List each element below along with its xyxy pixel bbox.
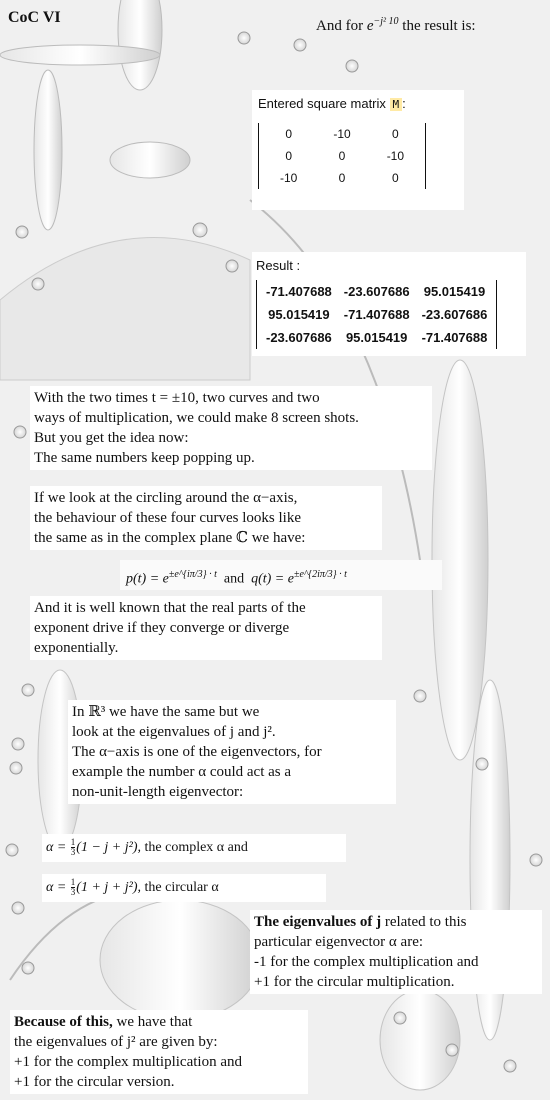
text-line: exponentially. (34, 640, 119, 656)
text-line: +1 for the circular multiplication. (254, 974, 455, 990)
paragraph-eigen-j (250, 910, 542, 994)
matrix-cell: 95.015419 (423, 283, 486, 299)
matrix-cell: -10 (280, 171, 298, 185)
result-matrix (256, 280, 497, 349)
fraction-denominator: 3 (70, 887, 76, 898)
text-line: example the number α could act as a (72, 764, 292, 780)
text-line: ways of multiplication, we could make 8 screen shots. (34, 410, 359, 426)
formula-alpha-complex (42, 834, 346, 862)
entered-matrix-table (262, 123, 422, 189)
matrix-cell: -23.607686 (343, 283, 410, 299)
matrix-cell: 0 (392, 127, 399, 141)
matrix-variable-badge: M (390, 98, 403, 111)
matrix-cell: 95.015419 (345, 329, 408, 345)
bold-lead: Because of this, (14, 1014, 113, 1030)
text-line: the eigenvalues of j² are given by: (14, 1034, 218, 1050)
matrix-cell: 0 (338, 149, 346, 163)
paragraph-r3 (68, 700, 396, 804)
matrix-cell: -71.407688 (421, 329, 488, 345)
intro-expr-base: e (366, 18, 374, 34)
matrix-row (260, 280, 493, 303)
matrix-row (260, 303, 493, 326)
text-line: With the two times t = ±10, two curves and two (34, 390, 320, 406)
fraction-denominator: 3 (70, 847, 76, 858)
text-line: the behaviour of these four curves looks like (34, 510, 302, 526)
fraction-numerator: 1 (70, 877, 76, 888)
text-rest: we have that (112, 1014, 193, 1030)
result-matrix-table (260, 280, 493, 349)
result-label: Result : (256, 258, 301, 273)
text-line: And it is well known that the real parts of the (34, 600, 306, 616)
text-line: +1 for the complex multiplication and (14, 1054, 242, 1070)
alpha-desc: the complex α and (144, 840, 248, 855)
matrix-cell: 0 (285, 127, 293, 141)
text-rest: related to this (381, 914, 467, 930)
formula-q-exp: ±e^{2iπ/3} · t (293, 569, 347, 580)
formula-p-exp: ±e^{iπ/3} · t (168, 569, 217, 580)
intro-line (316, 12, 536, 36)
text-line: non-unit-length eigenvector: (72, 784, 244, 800)
text-line: In ℝ³ we have the same but we (72, 704, 260, 720)
matrix-row (260, 326, 493, 349)
text-line: The α−axis is one of the eigenvectors, for (72, 744, 322, 760)
paragraph-real-parts (30, 596, 382, 660)
entered-matrix-label: Entered square matrix (258, 96, 386, 111)
text-line (254, 912, 538, 932)
matrix-cell: -71.407688 (266, 283, 332, 299)
matrix-cell: -23.607686 (421, 306, 488, 322)
text-line: the same as in the complex plane ℂ we have: (34, 530, 306, 546)
paragraph-circling (30, 486, 382, 550)
text-line: But you get the idea now: (34, 430, 189, 446)
alpha-lhs: α = (46, 840, 67, 855)
intro-prefix: And for (316, 18, 367, 34)
matrix-row (262, 123, 422, 145)
formula-pq (120, 560, 442, 590)
formula-alpha-circular (42, 874, 326, 902)
page-title: CoC VI (8, 9, 61, 26)
paragraph-eigen-j2 (10, 1010, 308, 1094)
alpha-body: (1 + j + j²), (76, 880, 141, 895)
alpha-lhs: α = (46, 880, 67, 895)
matrix-cell: 0 (338, 171, 346, 185)
text-line: The same numbers keep popping up. (34, 450, 255, 466)
alpha-desc: the circular α (144, 880, 219, 895)
bold-lead: The eigenvalues of j (254, 914, 382, 930)
entered-matrix-heading (258, 94, 458, 115)
matrix-cell: 0 (392, 171, 399, 185)
matrix-row (262, 167, 422, 189)
text-line: If we look at the circling around the α−axis, (34, 490, 298, 506)
text-line: +1 for the circular version. (14, 1074, 175, 1090)
text-line: exponent drive if they converge or diverge (34, 620, 290, 636)
matrix-cell: -23.607686 (266, 329, 332, 345)
formula-p-lhs: p(t) = e (126, 571, 169, 587)
formula-q-lhs: q(t) = e (251, 571, 294, 587)
matrix-cell: 0 (285, 149, 293, 163)
fraction (71, 878, 76, 897)
fraction (71, 838, 76, 857)
intro-suffix: the result is: (398, 18, 476, 34)
entered-matrix-colon: : (402, 96, 406, 111)
text-line (14, 1012, 304, 1032)
entered-matrix-panel (252, 90, 464, 210)
intro-expr-exp: −j² 10 (373, 16, 399, 27)
matrix-cell: -71.407688 (343, 306, 410, 322)
matrix-cell: 95.015419 (268, 306, 330, 322)
matrix-cell: -10 (386, 149, 405, 163)
text-line: -1 for the complex multiplication and (254, 954, 479, 970)
entered-matrix (258, 123, 426, 189)
text-line: look at the eigenvalues of j and j². (72, 724, 276, 740)
matrix-cell: -10 (333, 127, 351, 141)
matrix-row (262, 145, 422, 167)
text-line: particular eigenvector α are: (254, 934, 424, 950)
alpha-body: (1 − j + j²), (76, 840, 141, 855)
result-matrix-panel (252, 252, 526, 356)
formula-and: and (223, 571, 245, 587)
fraction-numerator: 1 (70, 837, 76, 848)
paragraph-times (30, 386, 432, 470)
